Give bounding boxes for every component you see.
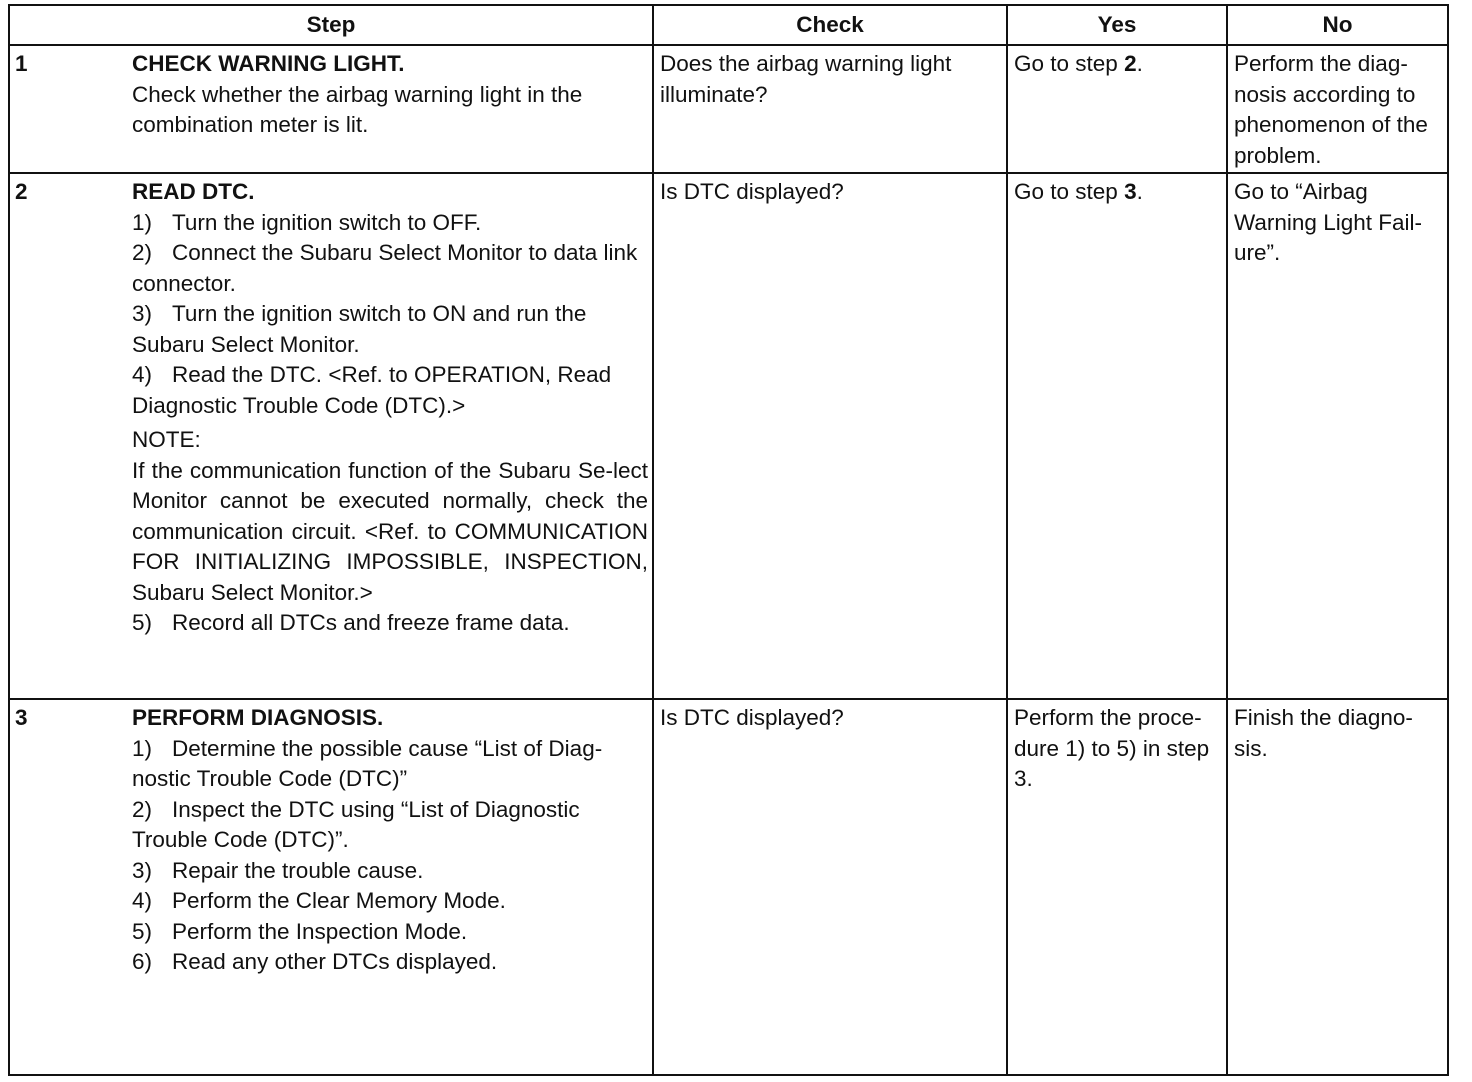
table-row (9, 45, 1448, 173)
step-cell (9, 173, 653, 699)
step-number: 3 (15, 705, 28, 730)
step-cell (9, 45, 653, 173)
substep (132, 947, 648, 978)
no-cell (1227, 45, 1448, 173)
step-title: PERFORM DIAGNOSIS. (132, 705, 384, 730)
yes-suffix: . (1136, 51, 1143, 76)
step-number: 1 (15, 51, 28, 76)
substep-text: Perform the Clear Memory Mode. (172, 888, 506, 913)
no-text: Perform the diag-nosis according to phenomenon of the problem. (1234, 51, 1428, 168)
note-label: NOTE: (132, 427, 201, 452)
yes-cell (1007, 45, 1227, 173)
yes-prefix: Go to step (1014, 51, 1125, 76)
substep-number: 3) (132, 301, 153, 326)
check-text: Is DTC displayed? (660, 179, 844, 204)
no-cell (1227, 173, 1448, 699)
check-text: Does the airbag warning light illuminate? (660, 51, 952, 107)
substep-text: Turn the ignition switch to OFF. (172, 209, 482, 235)
check-text: Is DTC displayed? (660, 705, 844, 730)
substep (132, 238, 648, 299)
yes-cell (1007, 699, 1227, 1075)
step-instruction: Check whether the airbag warning light in the combination meter is lit. (132, 81, 583, 137)
yes-text (1008, 46, 1226, 80)
substep-text: Read the DTC. <Ref. to OPERATION, Read Diagnostic Trouble Code (DTC).> (132, 362, 612, 418)
yes-cell (1007, 173, 1227, 699)
check-cell (653, 173, 1007, 699)
step-number: 2 (15, 179, 28, 204)
check-cell (653, 699, 1007, 1075)
substep-text: Turn the ignition switch to ON and run the Subaru Select Monitor. (132, 301, 587, 357)
no-text: Finish the diagno-sis. (1234, 705, 1413, 761)
substep-number: 4) (132, 362, 153, 387)
diagnostic-procedure-table (8, 4, 1449, 1076)
substep-text: Record all DTCs and freeze frame data. (172, 610, 570, 635)
step-cell (9, 699, 653, 1075)
yes-text (1008, 174, 1226, 208)
note-text: If the communication function of the Subaru Se-lect Monitor cannot be executed normally, check the communication circuit. <Ref. to COMMUNICATION FOR INITIALIZING IMPOSSIBLE, INSPECTION, Subaru Select Monitor.> (132, 457, 648, 605)
substep (132, 360, 648, 421)
yes-step-ref: 2 (1124, 51, 1137, 76)
yes-text: Perform the proce-dure 1) to 5) in step 3. (1014, 705, 1210, 791)
step-title: READ DTC. (132, 179, 255, 204)
substep-text: Perform the Inspection Mode. (172, 918, 468, 944)
header-yes: Yes (1007, 5, 1227, 45)
substep-number: 1) (132, 735, 153, 761)
yes-suffix: . (1136, 179, 1143, 204)
substep (132, 734, 648, 795)
table-row (9, 173, 1448, 699)
yes-step-ref: 3 (1124, 179, 1137, 204)
substep-number: 5) (132, 918, 153, 944)
substep-number: 4) (132, 888, 153, 913)
header-row (9, 5, 1448, 45)
substep (132, 856, 648, 887)
substep (132, 795, 648, 856)
substep-number: 5) (132, 610, 153, 635)
substep-number: 3) (132, 857, 153, 883)
step-title: CHECK WARNING LIGHT. (132, 51, 405, 76)
yes-prefix: Go to step (1014, 179, 1125, 204)
substep-number: 1) (132, 209, 153, 235)
substep-text: Repair the trouble cause. (172, 857, 424, 883)
check-cell (653, 45, 1007, 173)
substep-number: 2) (132, 240, 153, 265)
header-no: No (1227, 5, 1448, 45)
substep (132, 208, 648, 239)
substep-text: Inspect the DTC using “List of Diagnostic Trouble Code (DTC)”. (132, 796, 580, 852)
header-step: Step (9, 5, 653, 45)
substep-text: Connect the Subaru Select Monitor to data link connector. (132, 240, 638, 296)
table-row (9, 699, 1448, 1075)
substep-number: 6) (132, 949, 153, 974)
substep (132, 886, 648, 917)
substep (132, 917, 648, 948)
no-text: Go to “Airbag Warning Light Fail-ure”. (1234, 179, 1422, 265)
substep-text: Determine the possible cause “List of Diag-nostic Trouble Code (DTC)” (132, 735, 603, 791)
substep (132, 299, 648, 360)
header-check: Check (653, 5, 1007, 45)
substep-text: Read any other DTCs displayed. (172, 949, 498, 974)
no-cell (1227, 699, 1448, 1075)
substep-number: 2) (132, 796, 153, 822)
substep (132, 608, 648, 639)
